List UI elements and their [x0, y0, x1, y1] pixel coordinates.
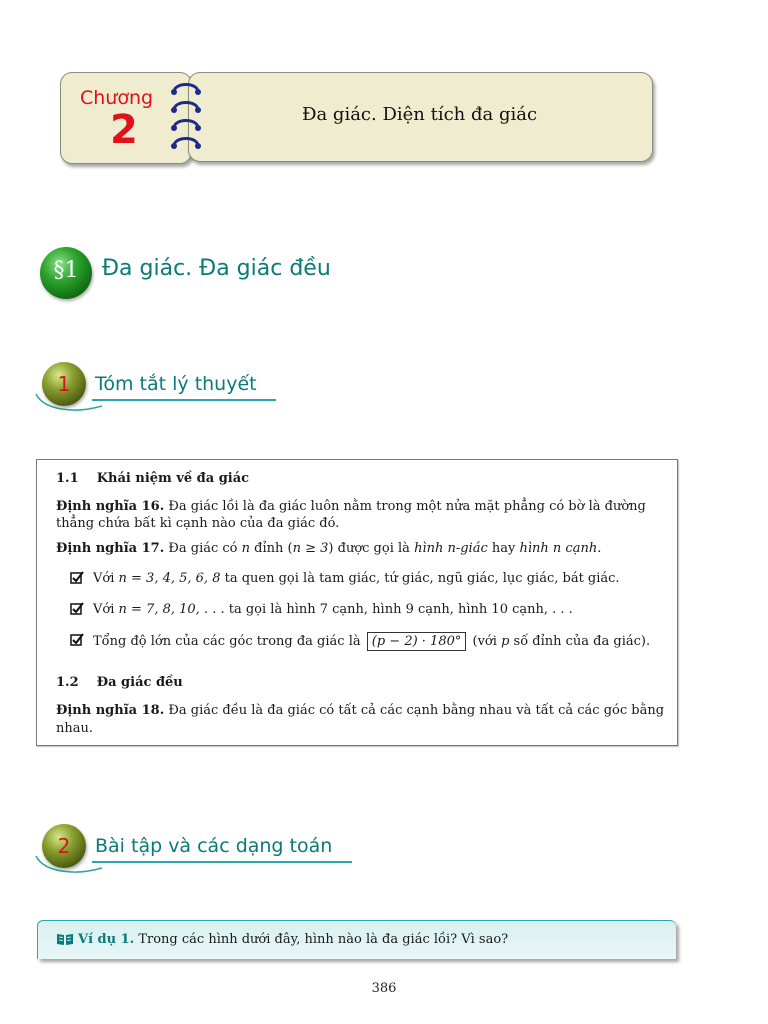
definition-text: đỉnh (	[254, 541, 293, 556]
example-text: Trong các hình dưới đây, hình nào là đa giác lồi? Vì sao?	[138, 932, 509, 947]
math-var: p	[501, 634, 510, 649]
bullet-item	[93, 632, 650, 651]
term: hình n-giác	[414, 541, 488, 556]
math-expression: n = 7, 8, 10, . . .	[118, 602, 225, 617]
section-title: Đa giác. Đa giác đều	[102, 256, 331, 281]
math-expression: n = 3, 4, 5, 6, 8	[118, 571, 221, 586]
chapter-number: 2	[110, 107, 138, 153]
math-condition: n ≥ 3	[292, 541, 329, 556]
heading-number: 1.1	[56, 471, 79, 486]
definition-text: Đa giác đều là đa giác có tất cả các cạnh bằng nhau và tất cả các góc bằng	[168, 703, 665, 718]
page-number: 386	[371, 981, 397, 996]
checkbox-icon	[70, 602, 84, 616]
bullet-text: Tổng độ lớn của các góc trong đa giác là	[93, 634, 361, 649]
subsection-underline	[92, 399, 276, 401]
bullet-text: ta gọi là hình 7 cạnh, hình 9 cạnh, hình 10 cạnh, . . .	[228, 602, 573, 617]
heading-1-1	[56, 471, 249, 486]
definition-16-line1	[56, 499, 646, 514]
term: hình n cạnh.	[519, 541, 602, 556]
definition-label: Định nghĩa 17.	[56, 541, 165, 556]
subsection-title: Bài tập và các dạng toán	[95, 835, 333, 857]
definition-18-line2: nhau.	[56, 721, 94, 736]
boxed-formula: (p − 2) · 180°	[367, 632, 467, 651]
heading-number: 1.2	[56, 675, 79, 690]
example-label: Ví dụ 1.	[78, 932, 135, 947]
bullet-text: số đỉnh của đa giác).	[513, 634, 651, 649]
bullet-text: Với	[93, 602, 115, 617]
chapter-label: Chương	[80, 87, 154, 109]
definition-text: Đa giác lồi là đa giác luôn nằm trong một nửa mặt phẳng có bờ là đường	[168, 499, 646, 514]
bullet-text: Với	[93, 571, 115, 586]
definition-label: Định nghĩa 18.	[56, 703, 165, 718]
section-number: §1	[53, 258, 79, 283]
open-book-icon	[56, 932, 74, 946]
definition-text: hay	[491, 541, 516, 556]
heading-text: Khái niệm về đa giác	[96, 471, 250, 486]
definition-16-line2: thẳng chứa bất kì cạnh nào của đa giác đó.	[56, 516, 340, 531]
definition-text: ) được gọi là	[328, 541, 410, 556]
bullet-item	[93, 602, 573, 617]
checkbox-icon	[70, 571, 84, 585]
bullet-item	[93, 571, 620, 586]
definition-18-line1	[56, 703, 664, 718]
heading-1-2	[56, 675, 183, 690]
definition-text: Đa giác có	[168, 541, 238, 556]
chapter-title: Đa giác. Diện tích đa giác	[301, 104, 538, 125]
subsection-title: Tóm tắt lý thuyết	[95, 373, 257, 395]
definition-17	[56, 541, 601, 556]
subsection-underline	[92, 861, 352, 863]
math-var: n	[241, 541, 251, 556]
example-1	[78, 932, 508, 947]
subsection-number: 2	[57, 834, 71, 858]
subsection-number: 1	[57, 372, 71, 396]
bullet-text: (với	[472, 634, 497, 649]
definition-label: Định nghĩa 16.	[56, 499, 165, 514]
checkbox-icon	[70, 633, 84, 647]
bullet-text: ta quen gọi là tam giác, tứ giác, ngũ giác, lục giác, bát giác.	[224, 571, 620, 586]
heading-text: Đa giác đều	[96, 675, 183, 690]
